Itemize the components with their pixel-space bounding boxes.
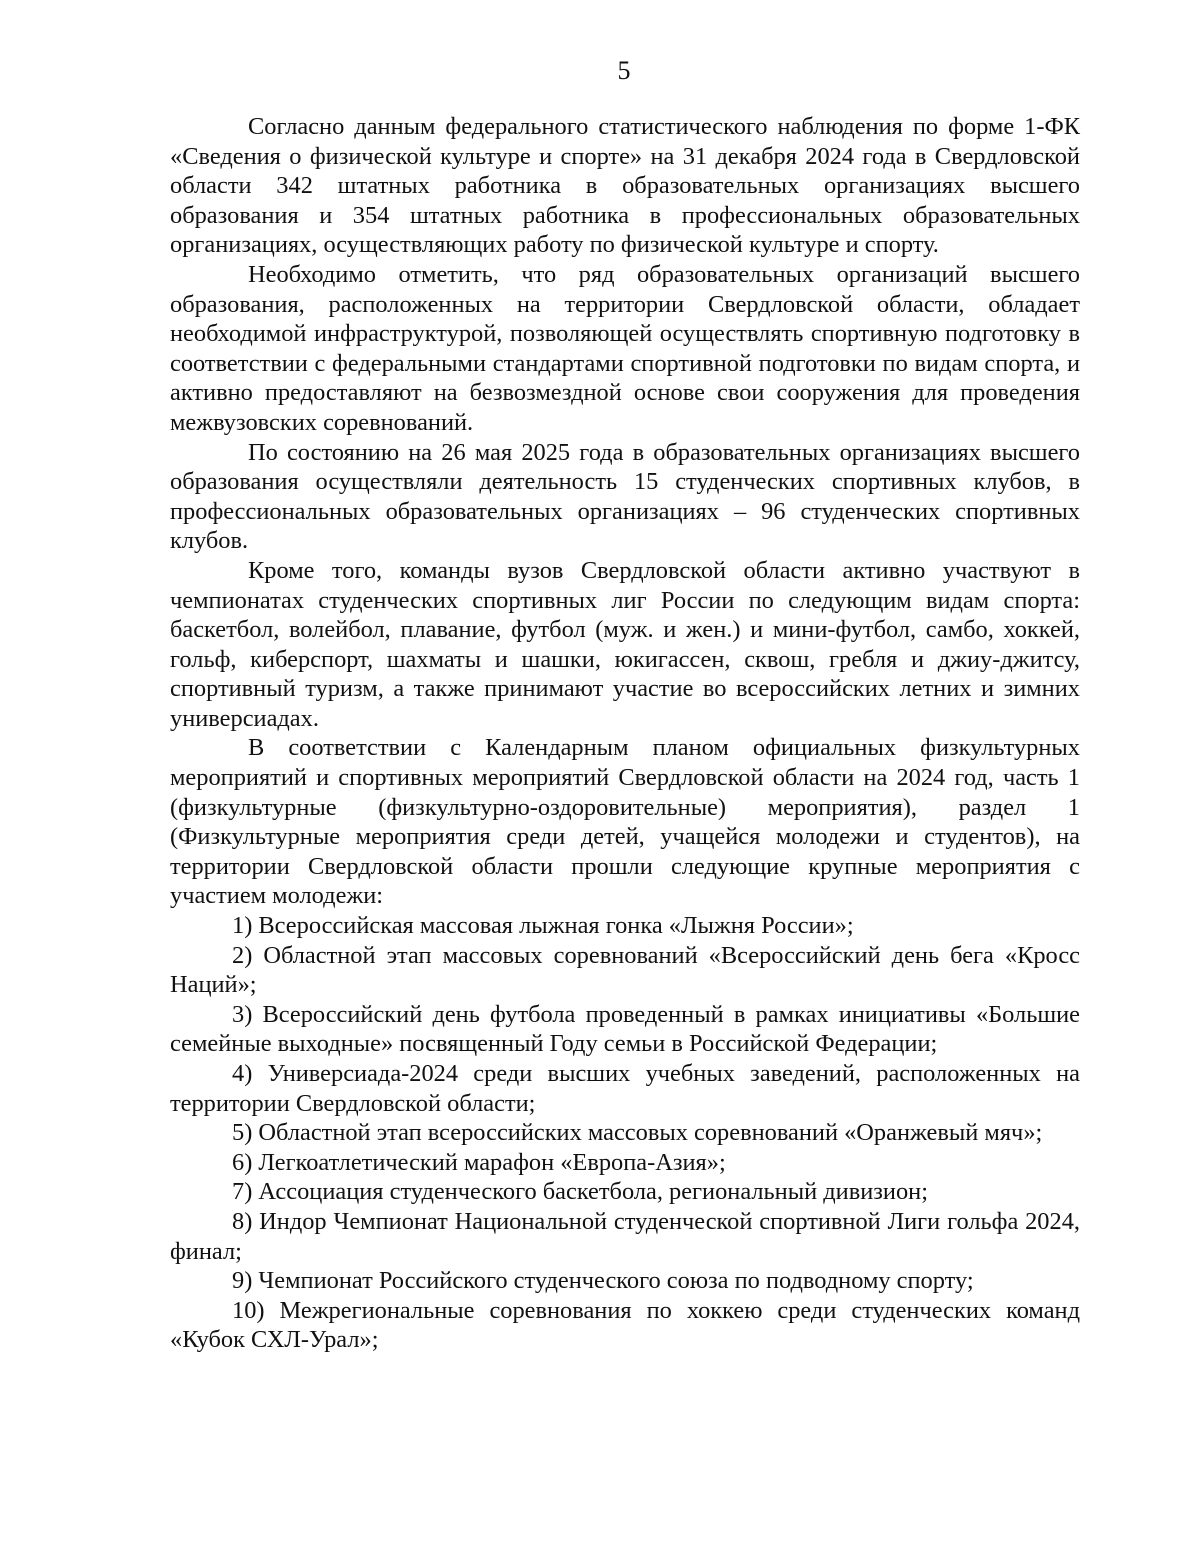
paragraph-sports-clubs: По состоянию на 26 мая 2025 года в образовательных организациях высшего образования осуществляли деятельность 15 студенческих спортивных клубов, в профессиональных образовательных организациях – 96 студенческих спортивных клубов.	[170, 438, 1080, 555]
list-item: 8) Индор Чемпионат Национальной студенческой спортивной Лиги гольфа 2024, финал;	[170, 1207, 1080, 1265]
paragraph-staff-statistics: Согласно данным федерального статистического наблюдения по форме 1-ФК «Сведения о физической культуре и спорте» на 31 декабря 2024 года в Свердловской области 342 штатных работника в образовательных организациях высшего образования и 354 штатных работника в профессиональных образовательных организациях, осуществляющих работу по физической культуре и спорту.	[170, 113, 1080, 259]
list-item: 9) Чемпионат Российского студенческого союза по подводному спорту;	[232, 1267, 974, 1295]
list-item: 2) Областной этап массовых соревнований «Всероссийский день бега «Кросс Наций»;	[170, 941, 1080, 999]
list-item: 10) Межрегиональные соревнования по хоккею среди студенческих команд «Кубок СХЛ-Урал»;	[170, 1296, 1080, 1354]
list-item: 5) Областной этап всероссийских массовых соревнований «Оранжевый мяч»;	[232, 1119, 1043, 1147]
list-item: 7) Ассоциация студенческого баскетбола, региональный дивизион;	[232, 1178, 929, 1206]
list-item: 1) Всероссийская массовая лыжная гонка «Лыжня России»;	[232, 912, 854, 940]
paragraph-calendar-plan: В соответствии с Календарным планом официальных физкультурных мероприятий и спортивных мероприятий Свердловской области на 2024 год, часть 1 (физкультурные (физкультурно-оздоровительные) мероприятия), раздел 1 (Физкультурные мероприятия среди детей, учащейся молодежи и студентов), на территории Свердловской области прошли следующие крупные мероприятия с участием молодежи:	[170, 734, 1080, 910]
page-number: 5	[617, 56, 631, 85]
list-item: 6) Легкоатлетический марафон «Европа-Азия»;	[232, 1148, 726, 1176]
document-body	[170, 112, 1080, 1355]
list-item: 3) Всероссийский день футбола проведенный в рамках инициативы «Большие семейные выходные» посвященный Году семьи в Российской Федерации;	[170, 1000, 1080, 1058]
paragraph-infrastructure: Необходимо отметить, что ряд образовательных организаций высшего образования, расположенных на территории Свердловской области, обладает необходимой инфраструктурой, позволяющей осуществлять спортивную подготовку в соответствии с федеральными стандартами спортивной подготовки по видам спорта, и активно предоставляют на безвозмездной основе свои сооружения для проведения межвузовских соревнований.	[170, 260, 1080, 436]
list-item: 4) Универсиада-2024 среди высших учебных заведений, расположенных на территории Свердловской области;	[170, 1060, 1080, 1117]
paragraph-student-leagues: Кроме того, команды вузов Свердловской области активно участвуют в чемпионатах студенческих спортивных лиг России по следующим видам спорта: баскетбол, волейбол, плавание, футбол (муж. и жен.) и мини-футбол, самбо, хоккей, гольф, киберспорт, шахматы и шашки, юкигассен, сквош, гребля и джиу-джитсу, спортивный туризм, а также принимают участие во всероссийских летних и зимних универсиадах.	[170, 556, 1080, 732]
